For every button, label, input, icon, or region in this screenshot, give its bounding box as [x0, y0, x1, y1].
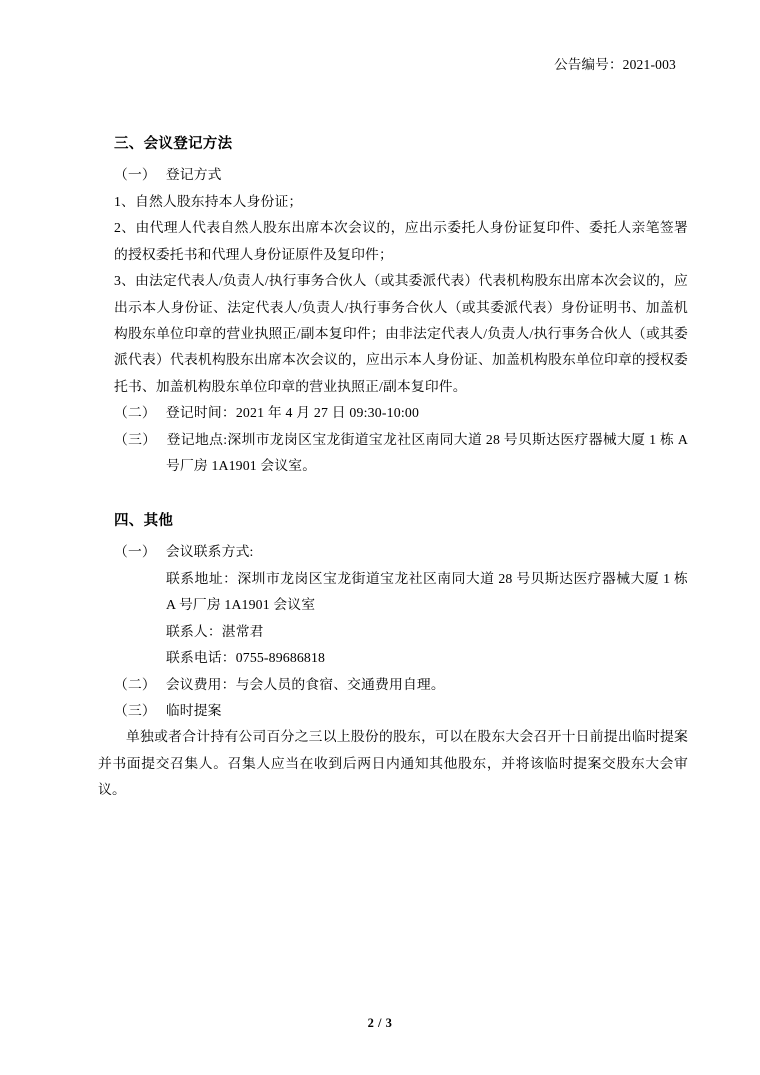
spacer: [72, 75, 688, 133]
registration-rule-2: 2、由代理人代表自然人股东出席本次会议的，应出示委托人身份证复印件、委托人亲笔签署的授权委托书和代理人身份证原件及复印件；: [114, 220, 688, 262]
subsection-marker: （一）: [114, 167, 156, 183]
subsection-title: 登记方式: [165, 167, 222, 183]
meeting-fee: [114, 672, 688, 698]
temporary-proposal-body: 单独或者合计持有公司百分之三以上股份的股东，可以在股东大会召开十日前提出临时提案并书面提交召集人。召集人应当在收到后两日内通知其他股东，并将该临时提案交股东大会审议。: [98, 729, 688, 798]
subsection-marker: （三）: [114, 702, 156, 718]
contact-title: 会议联系方式:: [165, 544, 254, 560]
subsection-marker: （三）: [114, 431, 157, 447]
contact-phone: 联系电话：0755-89686818: [166, 650, 326, 666]
contact-subsection-title: [114, 539, 688, 565]
section-heading-three: 三、会议登记方法: [114, 135, 233, 152]
temporary-proposal-title: [114, 698, 688, 724]
subsection-marker: （二）: [114, 405, 156, 421]
page-footer: 2 / 3: [367, 1016, 393, 1030]
subsection-marker: （二）: [114, 676, 156, 692]
registration-place: 登记地点:深圳市龙岗区宝龙街道宝龙社区南同大道 28 号贝斯达医疗器械大厦 1 栋 A 号厂房 1A1901 会议室。: [166, 431, 689, 474]
subsection-marker: （一）: [114, 544, 156, 560]
registration-rule-3: 3、由法定代表人/负责人/执行事务合伙人（或其委派代表）代表机构股东出席本次会议的，应出示本人身份证、法定代表人/负责人/执行事务合伙人（或其委派代表）身份证明书、加盖机构股东单位印章的营业执照正/副本复印件；由非法定代表人/负责人/执行事务合伙人（或其委派代表）代表机构股东出席本次会议的，应出示本人身份证、加盖机构股东单位印章的授权委托书、加盖机构股东单位印章的营业执照正/副本复印件。: [114, 273, 688, 394]
registration-rule-1: 1、自然人股东持本人身份证；: [114, 193, 303, 209]
contact-address: 联系地址：深圳市龙岗区宝龙街道宝龙社区南同大道 28 号贝斯达医疗器械大厦 1 栋 A 号厂房 1A1901 会议室: [166, 570, 688, 613]
subsection-two-time: [114, 400, 688, 426]
registration-time: 登记时间：2021 年 4 月 27 日 09:30-10:00: [165, 405, 420, 421]
section-heading-four: 四、其他: [114, 512, 174, 529]
contact-person: 联系人：湛常君: [166, 623, 264, 639]
subsection-one-title: [114, 162, 688, 188]
subsection-three-place: [114, 427, 688, 480]
meeting-fee-text: 会议费用：与会人员的食宿、交通费用自理。: [165, 676, 445, 692]
temporary-proposal-label: 临时提案: [165, 702, 222, 718]
spacer: [72, 480, 688, 510]
notice-number: 公告编号：2021-003: [554, 57, 676, 72]
